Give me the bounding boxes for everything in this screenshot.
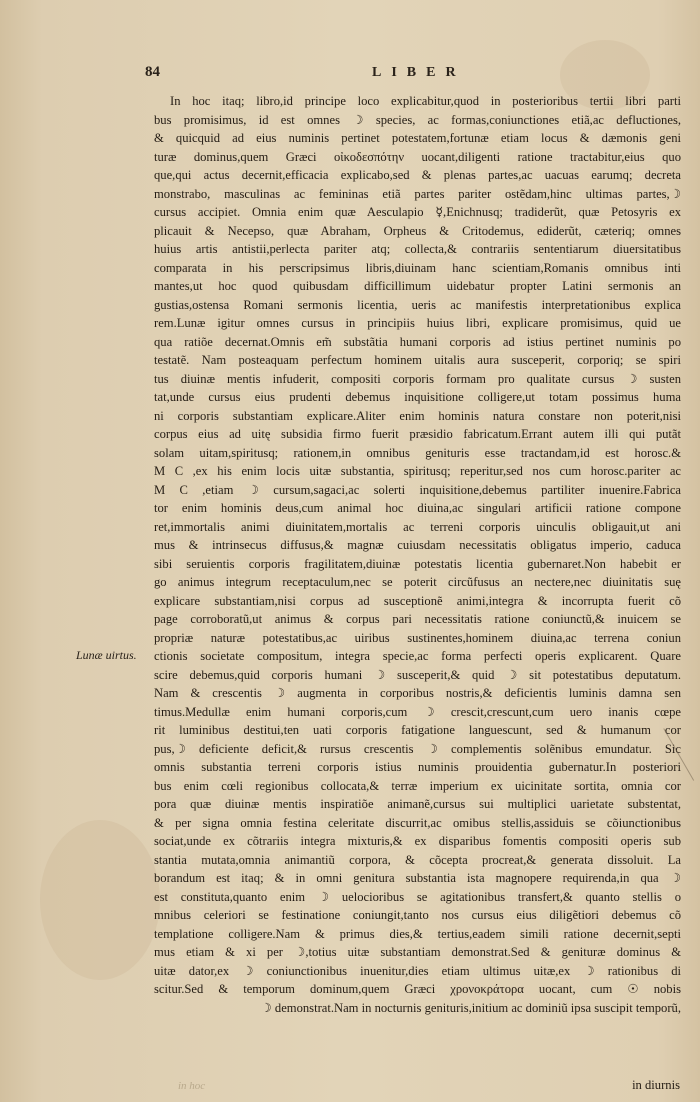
catchword: in diurnis bbox=[632, 1078, 680, 1092]
text-line: mus & intrinsecus diffusus,& magnæ cuiusdam necessitatis obligatus imperio, caduca bbox=[154, 538, 681, 552]
text-line: ctionis societate compositum, integra specie,ac forma perfecti operis explicarent. Quare bbox=[154, 649, 681, 663]
text-line: stantia mutata,omnia animantiũ corpora, & cõcepta procreat,& generata dissoluit. La bbox=[154, 852, 681, 867]
text-line: cursus accipiet. Omnia enim quæ Aesculapio ☿,Enichnusq; tradiderũt, quæ Petosyris ex bbox=[154, 205, 681, 219]
text-line: templatione colligere.Nam & primus dies,& tertius,eadem simili ratione decernit,septi bbox=[154, 926, 681, 941]
folio-number: 84 bbox=[145, 64, 160, 80]
bleed-through-text: in hoc bbox=[178, 1080, 206, 1092]
text-line: go animus integrum receptaculum,nec se poterit circũfusus an nectere,nec diuinitatis suę bbox=[154, 575, 681, 589]
text-line: mnibus celeriori se festinatione coniungit,tanto nos cursus eius diligẽtiori debemus cõ bbox=[154, 908, 681, 922]
text-line: mantes,ut hoc quod quibusdam difficillimum uidebatur propter Latini sermonis an bbox=[154, 279, 681, 293]
text-line: In hoc itaq; libro,id principe loco explicabitur,quod in posterioribus tertii libri parti bbox=[170, 94, 681, 108]
text-line: pus,☽ deficiente deficit,& rursus crescentis ☽ complementis solẽnibus emundatur. Sic bbox=[154, 741, 681, 756]
text-line: est constituta,quanto enim ☽ uelocioribus se agitationibus transfert,& quanto stellis o bbox=[154, 889, 681, 904]
text-line: corpus eius ad uitę subsidia firmo fuerit præsidio fabricatum.Errant autem illi qui putãt bbox=[154, 427, 681, 441]
text-line: ret,immortalis animi diuinitatem,mortalis ac terreni corporis uinculis obligauit,ut ani bbox=[154, 519, 681, 534]
text-line: huius artis antistii,perlecta pariter atq; collecta,& contrariis sententiarum diuersitatibus bbox=[154, 242, 681, 256]
text-line: timus.Medullæ enim humani corporis,cum ☽ crescit,crescunt,cum uero inanis cœpe bbox=[154, 704, 681, 719]
marginal-note: Lunæ uirtus. bbox=[76, 648, 137, 662]
text-line: tat,unde cursus eius prudenti debemus inquisitione colligere,ut totam possimus huma bbox=[154, 390, 681, 404]
text-line: scire debemus,quid corporis humani ☽ susceperit,& quid ☽ sit potestatibus deputatum. bbox=[154, 667, 681, 682]
page-header bbox=[145, 64, 545, 86]
text-line: bus enim cœli regionibus collocata,& terræ imperium ex uicinitate sortita, omnia cor bbox=[154, 778, 681, 793]
text-line: propriæ naturæ potestatibus,ac uiribus sustinentes,hominem diuina,ac terrena coniun bbox=[154, 630, 681, 645]
text-line: page corroboratũ,ut animus & corpus pari necessitatis ratione coniunctũ,& inuicem se bbox=[154, 612, 681, 626]
paper-stain bbox=[40, 820, 160, 980]
text-line: qua ratiõe decernat.Omnis em̃ substãtia humani corporis ad istius pertinet numinis po bbox=[154, 334, 681, 349]
text-line: ☽ demonstrat.Nam in nocturnis genituris,initium ac dominiũ ipsa suscipit temporũ, bbox=[260, 1000, 681, 1015]
text-line: monstrabo, masculinas ac femininas etiã partes pariter ostẽdam,hinc ultimas partes,☽ bbox=[154, 186, 681, 201]
text-line: rem.Lunæ igitur omnes cursus in principiis huius libri, explicare promisimus, quid ue bbox=[154, 316, 681, 330]
text-line: comparata in his perscripsimus libris,diuinam hanc scientiam,Romanis omnibus inti bbox=[154, 260, 681, 275]
text-line: explicare substantiam,nisi corpus ad susceptionẽ animi,integra & incorrupta fuerit cõ bbox=[154, 593, 681, 608]
text-line: que,qui actus decernit,efficacia explicabo,sed & plenas partes,ac uacuas earumq; decreta bbox=[154, 168, 681, 182]
text-line: turæ dominus,quem Græci οἰκοδεσπότην uocant,diligenti ratione tractabitur,eius quo bbox=[154, 149, 681, 164]
text-line: & per signa omnia festina celeritate discurrit,ac omibus stellis,assiduis se cõiunctionibus bbox=[154, 815, 681, 830]
text-line: testatẽ. Nam posteaquam perfectum hominem uitalis aura susceperit, corporiq; se spiri bbox=[154, 353, 681, 367]
text-line: plicauit & Necepso, quæ Abraham, Orpheus & Critodemus, ediderũt, cæteriq; omnes bbox=[154, 223, 681, 238]
text-line: M C ,etiam ☽ cursum,sagaci,ac solerti inquisitione,debemus partiliter inuenire.Fabrica bbox=[154, 482, 681, 497]
running-head: LIBER bbox=[372, 65, 466, 80]
text-line: mus etiam & xi per ☽,totius uitæ substantiam demonstrat.Sed & genituræ dominus & bbox=[154, 945, 681, 959]
text-line: tor enim hominis deus,cum animal hoc diuina,ac singulari artificii ratione compone bbox=[154, 501, 681, 515]
text-line: scitur.Sed & temporum dominum,quem Græci χρονοκράτορα uocant, cum ☉ nobis bbox=[154, 982, 681, 996]
text-line: pora quæ diuinæ mentis inspiratiõe animanẽ,cursus sui multiplici uarietate substentat, bbox=[154, 797, 681, 811]
body-text bbox=[154, 92, 681, 1017]
text-line: Nam & crescentis ☽ augmenta in corporibus nostris,& deficientis luminis damna sen bbox=[154, 686, 681, 700]
text-line: & quicquid ad eius numinis pertinet potestatem,fortunæ etiam locus & dæmonis geni bbox=[154, 131, 681, 145]
text-line: ni corporis substantiam explicare.Aliter enim hominis natura constare non poterit,nisi bbox=[154, 408, 681, 423]
text-line: M C ,ex his enim locis uitæ substantia, spiritusq; reperitur,sed nos cum horosc.pariter ac bbox=[154, 464, 681, 478]
text-line: tus diuinæ mentis infuderit, compositi corporis formam pro qualitate cursus ☽ susten bbox=[154, 371, 681, 386]
text-line: bus promisimus, id est omnes ☽ species, ac formas,coniunctiones etiã,ac defluctiones, bbox=[154, 112, 681, 127]
text-line: omnis substantia terreni corporis istius numinis prouidentia gubernatur.In posteriori bbox=[154, 760, 681, 774]
text-line: rit luminibus destitui,ten uati corporis fatigatione languescunt, sed & humanum cor bbox=[154, 723, 681, 737]
text-line: uitæ dator,ex ☽ coniunctionibus inuenitur,dies etiam ultimus uitæ,ex ☽ rationibus di bbox=[154, 963, 681, 978]
text-line: sociat,unde ex cõtrariis integra mixturis,& ex disparibus fomentis compositi operis sub bbox=[154, 834, 681, 848]
text-line: borandum est itaq; & in omni genitura substantia ista magnopere requirenda,in qua ☽ bbox=[154, 871, 681, 885]
text-line: sibi seruientis corporis fragilitatem,diuinæ potestatis licentia gubernaret.Non habebit er bbox=[154, 556, 681, 571]
text-line: solam uitam,spiritusq; rationem,in omnibus genituris esse tractandam,id est horosc.& bbox=[154, 445, 681, 460]
text-line: gustias,ostensa Romani sermonis licentia, ueris ac manifestis interpretationibus explica bbox=[154, 297, 681, 312]
